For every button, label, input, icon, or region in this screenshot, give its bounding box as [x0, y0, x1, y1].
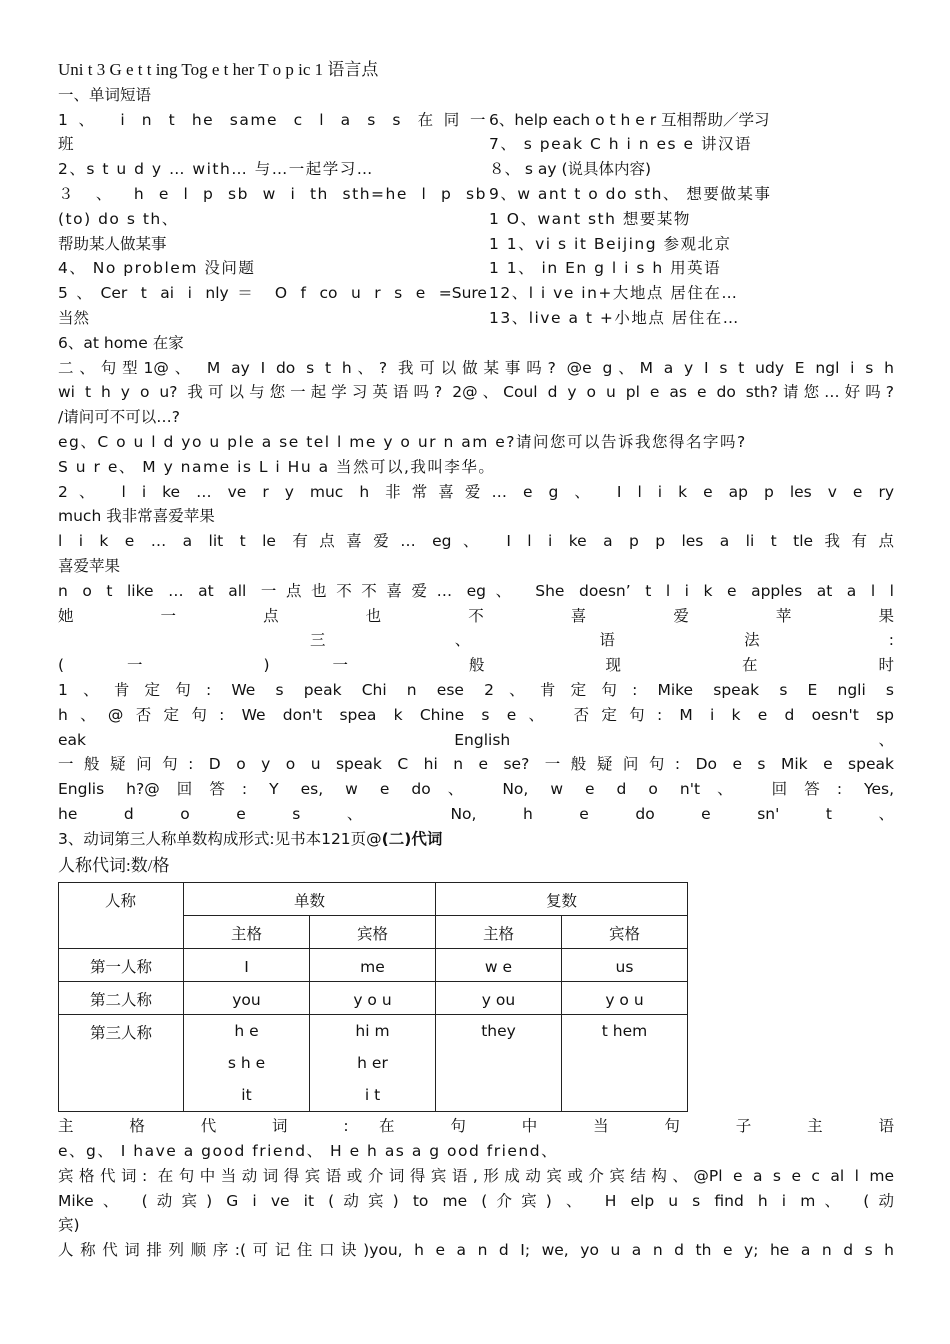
vocab-item: 1 1、vi s it Beijing 参观北京 — [488, 234, 732, 253]
pronoun-caption: 人称代词:数/格 — [58, 855, 170, 875]
pronoun-text: t hem — [601, 1022, 648, 1041]
pronoun-cell — [184, 1015, 310, 1112]
vocab-item: 6、help each o t h e r 互相帮助／学习 — [488, 110, 770, 129]
vocab-item: 9、w ant t o do sth、 想要做某事 — [488, 184, 772, 203]
body-line: 主 格 代 词 : 在 句 中 当 句 子 主 语 — [58, 1117, 894, 1136]
body-line: 一般疑问句: D o y o u speak C hi n e se? 一般疑问句: Do e s Mik e speak — [58, 755, 894, 774]
pronoun-text: me — [360, 958, 385, 977]
pronoun-cell — [310, 982, 436, 1015]
header-subject-case — [184, 916, 310, 949]
table-row-first-person — [59, 949, 688, 982]
vocab-item: 5、Cer t ai i nly＝ O f co u r s e =Sure — [58, 284, 487, 303]
table-header-row — [59, 883, 688, 916]
header-singular-label: 单数 — [293, 892, 325, 911]
pronoun-cell — [310, 1015, 436, 1112]
body-line: S u r e、 M y name is L i Hu a 当然可以,我叫李华。 — [58, 457, 496, 476]
header-object-case — [310, 916, 436, 949]
verb-form-note: 3、动词第三人称单数构成形式:见书本121页@ — [58, 829, 382, 848]
doc-title: Uni t 3 G e t t ing Tog e t her T o p ic 1 语言点 — [58, 60, 379, 79]
body-line: h、@否定句: We don't spea k Chine s e、 否定句: M i k e d oesn't sp — [58, 705, 894, 724]
pronoun-text: I — [244, 958, 249, 977]
header-subject-case — [436, 916, 562, 949]
body-line: 宾) — [58, 1216, 80, 1235]
row-label-text: 第一人称 — [89, 958, 152, 977]
pronoun-text: y o u — [605, 991, 644, 1010]
grammar-heading: 三 、 语 法 : — [310, 631, 894, 650]
body-line: Englis h?@回答: Y es, w e do、 No, w e d o n't、 回答: Yes, — [58, 780, 894, 799]
body-line: wi t h y o u? 我可以与您一起学习英语吗? 2@、Coul d y o u pl e as e do sth?请您…好吗? — [58, 383, 894, 402]
pronoun-cell — [310, 949, 436, 982]
body-line: 喜爱苹果 — [58, 556, 121, 575]
body-line: l i k e … a lit t le 有点喜爱… eg、 I l i ke a p p les a li t tle我有点 — [58, 532, 894, 551]
pronoun-text: us — [615, 958, 634, 977]
body-line: 人称代词排列顺序:(可记住口诀)you, h e a n d I; we, yo u a n d th e y; he a n d s h — [58, 1241, 894, 1260]
section-vocab-heading: 一、单词短语 — [58, 85, 152, 104]
vocab-columns — [58, 108, 894, 331]
pronoun-text: h e s h e it — [227, 1022, 266, 1105]
vocab-item: 帮助某人做某事 — [58, 234, 167, 253]
pronoun-cell — [184, 949, 310, 982]
pronoun-cell — [436, 1015, 562, 1112]
header-subject-label: 主格 — [482, 925, 514, 944]
body-line: 宾格代词: 在句中当动词得宾语或介词得宾语,形成动宾或介宾结构、@Pl e a s e c al l me — [58, 1166, 894, 1185]
pronoun-cell — [562, 1015, 688, 1112]
vocab-item: 1 1、 in En g l i s h 用英语 — [488, 259, 722, 278]
document-page — [58, 58, 894, 1263]
vocab-item: 班 — [58, 135, 74, 154]
header-person-label: 人称 — [105, 892, 137, 911]
body-line — [58, 827, 894, 852]
pronoun-text: hi m h er i t — [355, 1022, 390, 1105]
row-label — [59, 1015, 184, 1112]
pronoun-cell — [184, 982, 310, 1015]
pronoun-table — [58, 882, 688, 1112]
body-line: 1、肯定句: We s peak Chi n ese 2、肯定句: Mike speak s E ngli s — [58, 680, 894, 699]
pronoun-text: y o u — [353, 991, 392, 1010]
header-object-label: 宾格 — [608, 925, 640, 944]
table-row-second-person — [59, 982, 688, 1015]
header-object-label: 宾格 — [356, 925, 388, 944]
pronoun-text: you — [232, 991, 261, 1010]
row-label-text: 第二人称 — [89, 991, 152, 1010]
pronoun-text: w e — [484, 958, 513, 977]
body-line: Mike、 (动宾) G i ve it (动宾) to me (介宾) 、 H elp u s find h i m、 (动 — [58, 1191, 894, 1210]
vocab-item: 当然 — [58, 308, 90, 327]
pronoun-section-heading: (二)代词 — [381, 829, 443, 848]
vocab-item: 2、s t u d y … with… 与…一起学习… — [58, 160, 374, 179]
body-line: 她 一 点 也 不 喜 爱 苹 果 — [58, 606, 894, 625]
header-plural-label: 复数 — [545, 892, 577, 911]
pronoun-text: they — [481, 1022, 516, 1041]
row-label — [59, 949, 184, 982]
pronoun-cell — [436, 982, 562, 1015]
after-table-text — [58, 1114, 894, 1263]
header-subject-label: 主格 — [230, 925, 262, 944]
vocab-item: 7、 s peak C h i n es e 讲汉语 — [488, 135, 753, 154]
body-line: eak English 、 — [58, 730, 894, 749]
header-singular — [184, 883, 436, 916]
row-label — [59, 982, 184, 1015]
present-tense-heading: ( 一 ) 一 般 现 在 时 — [58, 656, 894, 675]
vocab-item: ３ 、 h e l p sb w i th sth=he l p sb — [58, 184, 487, 203]
body-line: he d o e s 、 No, h e do e sn' t 、 — [58, 804, 894, 823]
vocab-item: (to) do s th、 — [58, 209, 179, 228]
vocab-item: ８、 s ay (说具体内容) — [488, 160, 652, 179]
body-line: 二、句型1@、 M ay I do s t h、? 我可以做某事吗? @e g、M a y I s t udy E ngl i s h — [58, 358, 894, 377]
body-line: 6、at home 在家 — [58, 333, 184, 352]
pronoun-text: y ou — [481, 991, 516, 1010]
vocab-item: 13、live a t +小地点 居住在… — [488, 308, 740, 327]
pronoun-cell — [562, 949, 688, 982]
vocab-right-column — [487, 108, 894, 331]
body-line: e、g、 I have a good friend、 H e h as a g ood friend、 — [58, 1142, 559, 1161]
header-plural — [436, 883, 688, 916]
table-row-third-person — [59, 1015, 688, 1112]
vocab-left-column — [58, 108, 487, 331]
body-line: much 我非常喜爱苹果 — [58, 507, 215, 526]
pronoun-cell — [436, 949, 562, 982]
vocab-item: 12、l i ve in+大地点 居住在… — [488, 284, 739, 303]
body-line: /请问可不可以…? — [58, 408, 180, 427]
body-line: 2、 l i ke … ve r y muc h 非常喜爱… e g 、 I l i k e ap p les v e ry — [58, 482, 894, 501]
vocab-item: 1、 i n t he same c l a s s 在同一 — [58, 110, 487, 129]
header-person — [59, 883, 184, 949]
header-object-case — [562, 916, 688, 949]
pronoun-cell — [562, 982, 688, 1015]
vocab-item: 4、 No problem 没问题 — [58, 259, 256, 278]
body-line: eg、C o u l d yo u ple a se tel l me y o ur n am e?请问您可以告诉我您得名字吗? — [58, 432, 747, 451]
row-label-text: 第三人称 — [89, 1024, 152, 1043]
vocab-item: 1 O、want sth 想要某物 — [488, 209, 691, 228]
body-line: n o t like … at all 一点也不不喜爱… eg、 She doesn’ t l i k e apples at a l l — [58, 581, 894, 600]
